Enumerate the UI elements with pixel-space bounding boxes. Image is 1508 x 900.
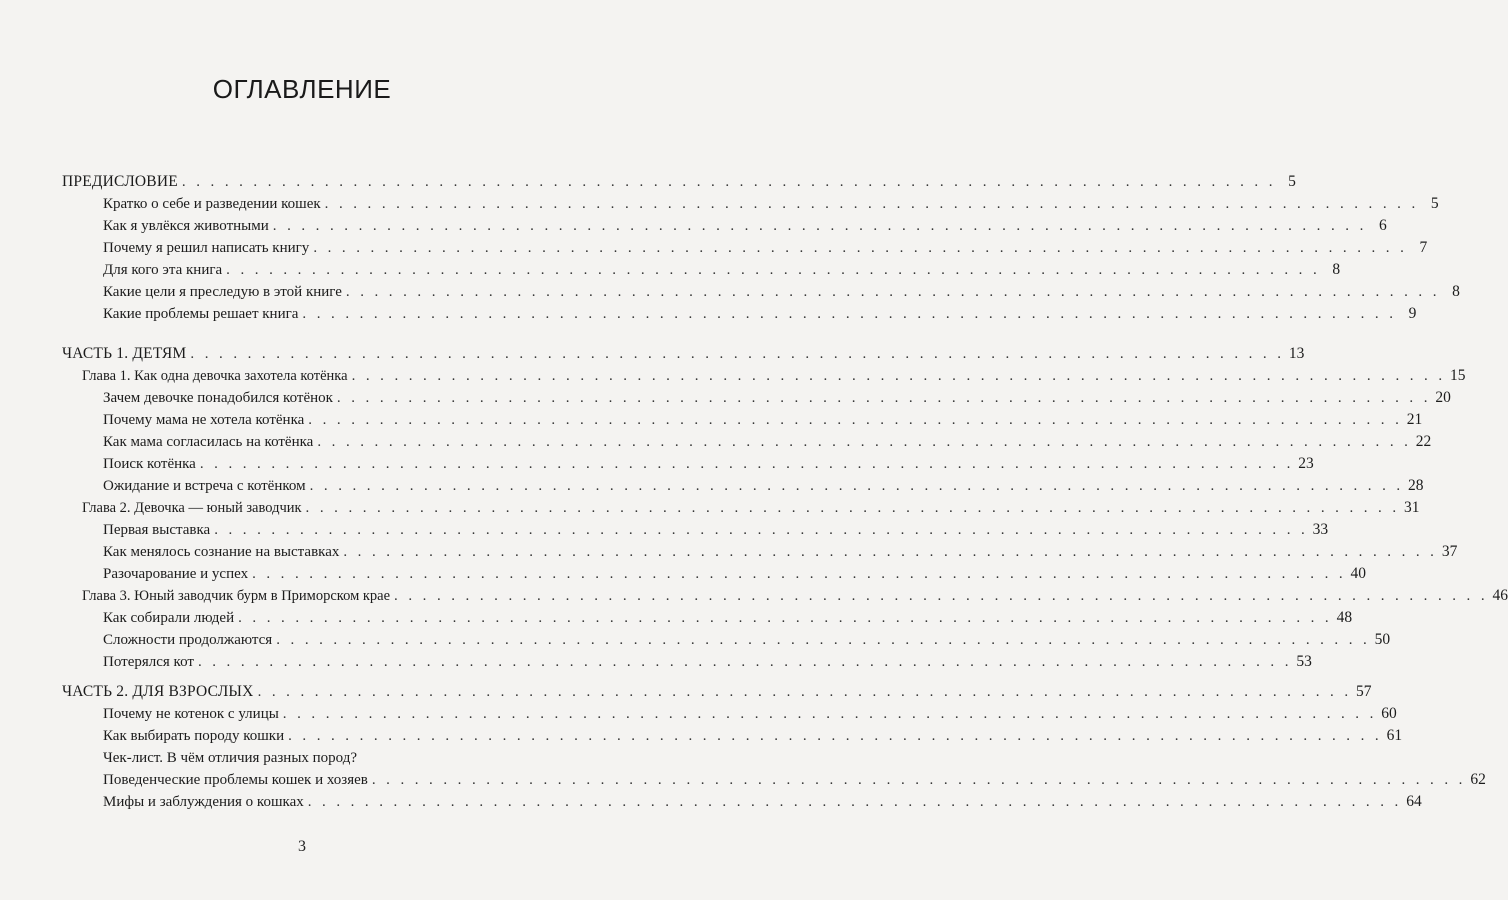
toc-entry-page: 50 <box>1374 631 1391 648</box>
toc-entry-page: 20 <box>1435 389 1451 406</box>
toc-entry-page: 53 <box>1296 653 1312 670</box>
toc-entry-page: 5 <box>1430 195 1439 212</box>
toc-entry[interactable] <box>103 454 1314 476</box>
toc-entry-page: 46 <box>1492 587 1508 604</box>
dot-leader: . . . . . . . . . . . . . . . . . . . . . . . . . . . . . . . . . . . . . . . . . . . . . . . . . . . . . . . . . . . . . . . . . . . . . . . . . . . . . <box>199 456 1294 472</box>
toc-entry-page: 61 <box>1386 727 1403 744</box>
toc-entry-page: 15 <box>1450 367 1466 384</box>
dot-leader: . . . . . . . . . . . . . . . . . . . . . . . . . . . . . . . . . . . . . . . . . . . . . . . . . . . . . . . . . . . . . . . . . . . . . . . . . . . . . <box>313 240 1408 256</box>
dot-leader: . . . . . . . . . . . . . . . . . . . . . . . . . . . . . . . . . . . . . . . . . . . . . . . . . . . . . . . . . . . . . . . . . . . . . . . . . . . . . <box>276 632 1371 648</box>
toc-entry-label: Кратко о себе и разведении кошек <box>103 196 321 212</box>
toc-entry-label: Почему мама не хотела котёнка <box>103 412 305 428</box>
toc-entry[interactable] <box>103 630 1391 652</box>
toc-entry[interactable] <box>103 726 1403 748</box>
toc-entry-chapter-3[interactable] <box>82 586 1508 608</box>
dot-leader: . . . . . . . . . . . . . . . . . . . . . . . . . . . . . . . . . . . . . . . . . . . . . . . . . . . . . . . . . . . . . . . . . . . . . . . . . . . . . <box>190 346 1285 362</box>
toc-entry-label: Как собирали людей <box>103 610 235 626</box>
toc-entry-label: Глава 2. Девочка — юный заводчик <box>82 500 302 516</box>
toc-entry-page: 9 <box>1408 305 1417 322</box>
toc-entry-label: Разочарование и успех <box>103 566 249 582</box>
dot-leader: . . . . . . . . . . . . . . . . . . . . . . . . . . . . . . . . . . . . . . . . . . . . . . . . . . . . . . . . . . . . . . . . . . . . . . . . . . . . . <box>226 262 1321 278</box>
toc-entry-label: Какие проблемы решает книга <box>103 306 299 322</box>
toc-entry[interactable] <box>103 194 1439 216</box>
toc-entry-page: 48 <box>1336 609 1353 626</box>
toc-entry-page: 7 <box>1419 239 1428 256</box>
dot-leader: . . . . . . . . . . . . . . . . . . . . . . . . . . . . . . . . . . . . . . . . . . . . . . . . . . . . . . . . . . . . . . . . . . . . . . . . . . . . . <box>324 196 1419 212</box>
dot-leader: . . . . . . . . . . . . . . . . . . . . . . . . . . . . . . . . . . . . . . . . . . . . . . . . . . . . . . . . . . . . . . . . . . . . . . . . . . . . . <box>345 284 1440 300</box>
toc-entry-label: Почему не котенок с улицы <box>103 706 279 722</box>
toc-entry-page: 22 <box>1415 433 1432 450</box>
toc-entry[interactable] <box>103 704 1397 726</box>
toc-entry[interactable] <box>103 410 1423 432</box>
toc-entry-label: Какие цели я преследую в этой книге <box>103 284 342 300</box>
toc-entry[interactable] <box>103 564 1367 586</box>
toc-entry[interactable] <box>103 542 1458 564</box>
toc-entry[interactable] <box>103 388 1451 410</box>
dot-leader: . . . . . . . . . . . . . . . . . . . . . . . . . . . . . . . . . . . . . . . . . . . . . . . . . . . . . . . . . . . . . . . . . . . . . . . . . . . . . <box>394 588 1488 604</box>
toc-entry-page: 13 <box>1288 345 1305 362</box>
toc-entry-label: Как мама согласилась на котёнка <box>103 434 314 450</box>
toc-entry-chapter-1[interactable] <box>82 366 1466 388</box>
toc-entry-part-2[interactable] <box>62 682 1372 704</box>
toc-entry[interactable] <box>103 792 1422 814</box>
toc-entry-page: 62 <box>1470 771 1486 788</box>
dot-leader: . . . . . . . . . . . . . . . . . . . . . . . . . . . . . . . . . . . . . . . . . . . . . . . . . . . . . . . . . . . . . . . . . . . . . . . . . . . . . <box>343 544 1438 560</box>
toc-entry[interactable] <box>103 282 1460 304</box>
toc-entry[interactable] <box>103 520 1329 542</box>
toc-entry[interactable] <box>103 476 1424 498</box>
toc-entry[interactable] <box>103 770 1486 792</box>
toc-entry-label: Как менялось сознание на выставках <box>103 544 340 560</box>
toc-entry-page: 21 <box>1406 411 1423 428</box>
page-title: ОГЛАВЛЕНИЕ <box>212 74 392 104</box>
dot-leader: . . . . . . . . . . . . . . . . . . . . . . . . . . . . . . . . . . . . . . . . . . . . . . . . . . . . . . . . . . . . . . . . . . . . . . . . . . . . . <box>302 306 1397 322</box>
toc-entry-page: 6 <box>1378 217 1387 234</box>
toc-entry-label: Глава 3. Юный заводчик бурм в Приморском крае <box>82 588 391 604</box>
dot-leader: . . . . . . . . . . . . . . . . . . . . . . . . . . . . . . . . . . . . . . . . . . . . . . . . . . . . . . . . . . . . . . . . . . . . . . . . . . . . . <box>307 794 1402 810</box>
toc-entry-label: Мифы и заблуждения о кошках <box>103 794 304 810</box>
toc-entry-preface[interactable] <box>62 172 1296 194</box>
toc-entry-part-1[interactable] <box>62 344 1305 366</box>
toc-entry-page: 60 <box>1381 705 1397 722</box>
toc-entry-label: Чек-лист. В чём отличия разных пород? <box>103 750 358 766</box>
toc-entry-label: Глава 1. Как одна девочка захотела котёнка <box>82 368 348 384</box>
dot-leader: . . . . . . . . . . . . . . . . . . . . . . . . . . . . . . . . . . . . . . . . . . . . . . . . . . . . . . . . . . . . . . . . . . . . . . . . . . . . . <box>181 174 1276 190</box>
toc-entry-label: Как выбирать породу кошки <box>103 728 285 744</box>
toc-entry-label: Для кого эта книга <box>103 262 223 278</box>
toc-entry-label: ПРЕДИСЛОВИЕ <box>62 173 178 190</box>
toc-entry-page: 40 <box>1350 565 1367 582</box>
toc-entry-page: 37 <box>1441 543 1458 560</box>
toc-entry-label: Зачем девочке понадобился котёнок <box>103 390 333 406</box>
toc-entry-page: 5 <box>1288 173 1296 190</box>
dot-leader: . . . . . . . . . . . . . . . . . . . . . . . . . . . . . . . . . . . . . . . . . . . . . . . . . . . . . . . . . . . . . . . . . . . . . . . . . . . . . <box>197 654 1292 670</box>
toc-entry-chapter-2[interactable] <box>82 498 1420 520</box>
dot-leader: . . . . . . . . . . . . . . . . . . . . . . . . . . . . . . . . . . . . . . . . . . . . . . . . . . . . . . . . . . . . . . . . . . . . . . . . . . . . . <box>305 500 1400 516</box>
toc-entry-label: Поиск котёнка <box>103 456 196 472</box>
toc-entry-label: Ожидание и встреча с котёнком <box>103 478 306 494</box>
toc-entry-label: Первая выставка <box>103 522 211 538</box>
toc-entry[interactable] <box>103 304 1417 326</box>
toc-entry-page: 57 <box>1356 683 1372 700</box>
dot-leader: . . . . . . . . . . . . . . . . . . . . . . . . . . . . . . . . . . . . . . . . . . . . . . . . . . . . . . . . . . . . . . . . . . . . . . . . . . . . . <box>257 684 1352 700</box>
dot-leader: . . . . . . . . . . . . . . . . . . . . . . . . . . . . . . . . . . . . . . . . . . . . . . . . . . . . . . . . . . . . . . . . . . . . . . . . . . . . . <box>214 522 1309 538</box>
dot-leader: . . . . . . . . . . . . . . . . . . . . . . . . . . . . . . . . . . . . . . . . . . . . . . . . . . . . . . . . . . . . . . . . . . . . . . . . . . . . . <box>336 390 1431 406</box>
toc-entry[interactable] <box>103 260 1341 282</box>
toc-entry-label: Потерялся кот <box>103 654 194 670</box>
toc-entry-page: 23 <box>1298 455 1314 472</box>
toc-entry[interactable] <box>103 432 1432 454</box>
dot-leader: . . . . . . . . . . . . . . . . . . . . . . . . . . . . . . . . . . . . . . . . . . . . . . . . . . . . . . . . . . . . . . . . . . . . . . . . . . . . . <box>371 772 1466 788</box>
toc-entry-label: Сложности продолжаются <box>103 632 273 648</box>
dot-leader: . . . . . . . . . . . . . . . . . . . . . . . . . . . . . . . . . . . . . . . . . . . . . . . . . . . . . . . . . . . . . . . . . . . . . . . . . . . . . <box>252 566 1347 582</box>
dot-leader: . . . . . . . . . . . . . . . . . . . . . . . . . . . . . . . . . . . . . . . . . . . . . . . . . . . . . . . . . . . . . . . . . . . . . . . . . . . . . <box>308 412 1403 428</box>
dot-leader: . . . . . . . . . . . . . . . . . . . . . . . . . . . . . . . . . . . . . . . . . . . . . . . . . . . . . . . . . . . . . . . . . . . . . . . . . . . . . <box>238 610 1333 626</box>
toc-entry-label: Как я увлёкся животными <box>103 218 269 234</box>
toc-entry-page: 31 <box>1404 499 1420 516</box>
page-number: 3 <box>298 838 306 855</box>
dot-leader: . . . . . . . . . . . . . . . . . . . . . . . . . . . . . . . . . . . . . . . . . . . . . . . . . . . . . . . . . . . . . . . . . . . . . . . . . . . . . <box>288 728 1383 744</box>
toc-entry-label: Почему я решил написать книгу <box>103 240 310 256</box>
toc-entry-label: Поведенческие проблемы кошек и хозяев <box>103 772 368 788</box>
dot-leader: . . . . . . . . . . . . . . . . . . . . . . . . . . . . . . . . . . . . . . . . . . . . . . . . . . . . . . . . . . . . . . . . . . . . . . . . . . . . . <box>282 706 1377 722</box>
toc-entry-page: 33 <box>1312 521 1329 538</box>
toc-entry[interactable] <box>103 652 1312 674</box>
dot-leader: . . . . . . . . . . . . . . . . . . . . . . . . . . . . . . . . . . . . . . . . . . . . . . . . . . . . . . . . . . . . . . . . . . . . . . . . . . . . . <box>351 368 1446 384</box>
toc-entry[interactable] <box>103 608 1353 630</box>
toc-entry-label: ЧАСТЬ 1. ДЕТЯМ <box>62 345 187 362</box>
toc-entry-page: 8 <box>1452 283 1460 300</box>
dot-leader: . . . . . . . . . . . . . . . . . . . . . . . . . . . . . . . . . . . . . . . . . . . . . . . . . . . . . . . . . . . . . . . . . . . . . . . . . . . . . <box>272 218 1367 234</box>
dot-leader: . . . . . . . . . . . . . . . . . . . . . . . . . . . . . . . . . . . . . . . . . . . . . . . . . . . . . . . . . . . . . . . . . . . . . . . . . . . . . <box>317 434 1412 450</box>
toc-entry[interactable] <box>103 238 1428 260</box>
toc-entry-page: 64 <box>1406 793 1422 810</box>
dot-leader: . . . . . . . . . . . . . . . . . . . . . . . . . . . . . . . . . . . . . . . . . . . . . . . . . . . . . . . . . . . . . . . . . . . . . . . . . . . . . <box>309 478 1404 494</box>
toc-entry-label: ЧАСТЬ 2. ДЛЯ ВЗРОСЛЫХ <box>62 683 254 700</box>
toc-entry-page: 8 <box>1332 261 1341 278</box>
toc-entry[interactable] <box>103 216 1387 238</box>
toc-entry[interactable] <box>103 748 549 770</box>
toc-entry-page: 28 <box>1408 477 1424 494</box>
